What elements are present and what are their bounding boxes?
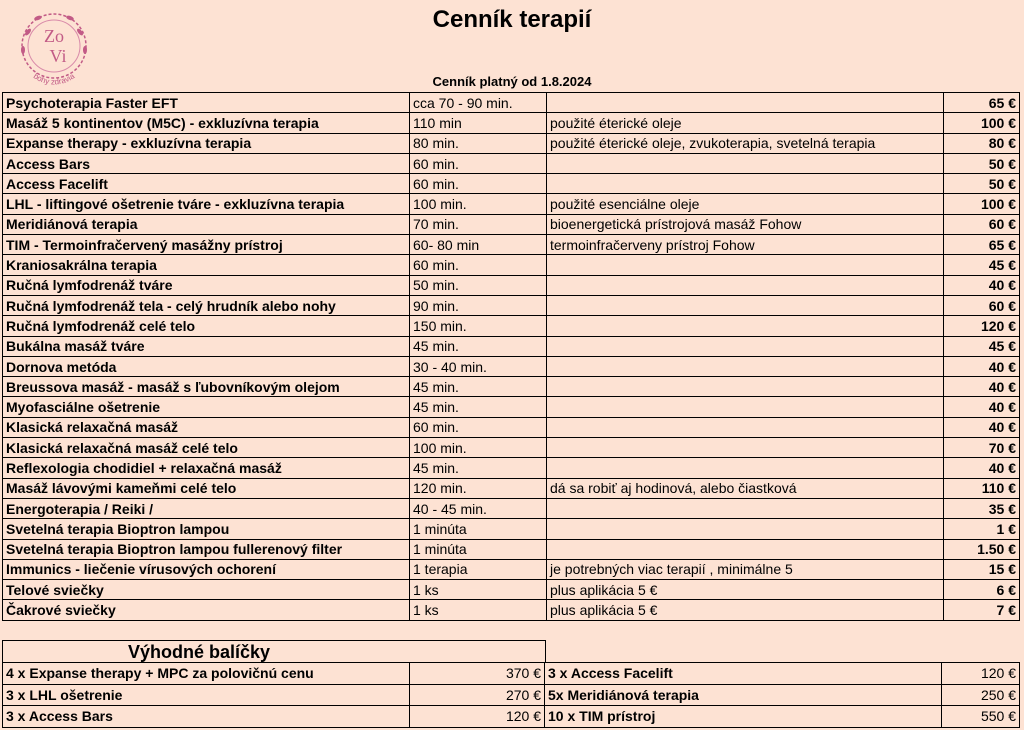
- therapy-price: 100 €: [944, 113, 1020, 133]
- therapy-name: Access Facelift: [3, 174, 410, 194]
- therapy-price: 40 €: [944, 417, 1020, 437]
- therapy-name: Energoterapia / Reiki /: [3, 498, 410, 518]
- table-row: [3, 438, 1020, 458]
- package-name: 3 x LHL ošetrenie: [3, 684, 410, 706]
- therapy-note: [547, 519, 944, 539]
- package-price: 270 €: [410, 684, 545, 706]
- table-row: [3, 295, 1020, 315]
- table-row: [3, 519, 1020, 539]
- therapy-name: Ručná lymfodrenáž celé telo: [3, 316, 410, 336]
- therapy-price-table: [2, 92, 1020, 621]
- therapy-price: 45 €: [944, 336, 1020, 356]
- therapy-note: [547, 174, 944, 194]
- therapy-duration: 60 min.: [410, 153, 547, 173]
- therapy-note: [547, 539, 944, 559]
- table-row: [3, 214, 1020, 234]
- therapy-note: bioenergetická prístrojová masáž Fohow: [547, 214, 944, 234]
- table-row: [3, 498, 1020, 518]
- therapy-name: Expanse therapy - exkluzívna terapia: [3, 133, 410, 153]
- therapy-name: Telové sviečky: [3, 580, 410, 600]
- table-row: [3, 600, 1020, 620]
- table-row: [3, 559, 1020, 579]
- therapy-note: [547, 336, 944, 356]
- therapy-price: 100 €: [944, 194, 1020, 214]
- therapy-price: 45 €: [944, 255, 1020, 275]
- therapy-price: 6 €: [944, 580, 1020, 600]
- therapy-duration: 1 ks: [410, 600, 547, 620]
- therapy-note: plus aplikácia 5 €: [547, 580, 944, 600]
- therapy-name: Klasická relaxačná masáž: [3, 417, 410, 437]
- therapy-duration: 150 min.: [410, 316, 547, 336]
- therapy-name: Masáž 5 kontinentov (M5C) - exkluzívna terapia: [3, 113, 410, 133]
- logo-text-vi: Vi: [49, 46, 67, 66]
- therapy-note: dá sa robiť aj hodinová, alebo čiastková: [547, 478, 944, 498]
- therapy-duration: 50 min.: [410, 275, 547, 295]
- therapy-name: Psychoterapia Faster EFT: [3, 93, 410, 113]
- therapy-price: 80 €: [944, 133, 1020, 153]
- therapy-name: Myofasciálne ošetrenie: [3, 397, 410, 417]
- therapy-name: Svetelná terapia Bioptron lampou: [3, 519, 410, 539]
- therapy-price: 1 €: [944, 519, 1020, 539]
- package-row: [3, 706, 1020, 728]
- table-row: [3, 417, 1020, 437]
- therapy-duration: 45 min.: [410, 397, 547, 417]
- therapy-note: použité esenciálne oleje: [547, 194, 944, 214]
- therapy-price: 120 €: [944, 316, 1020, 336]
- therapy-name: Immunics - liečenie vírusových ochorení: [3, 559, 410, 579]
- package-price: 120 €: [942, 663, 1020, 685]
- table-row: [3, 174, 1020, 194]
- therapy-price: 7 €: [944, 600, 1020, 620]
- therapy-price: 50 €: [944, 174, 1020, 194]
- package-row: [3, 663, 1020, 685]
- therapy-price: 40 €: [944, 397, 1020, 417]
- therapy-name: TIM - Termoinfračervený masážny prístroj: [3, 235, 410, 255]
- therapy-duration: 45 min.: [410, 458, 547, 478]
- table-row: [3, 377, 1020, 397]
- table-row: [3, 133, 1020, 153]
- therapy-duration: 120 min.: [410, 478, 547, 498]
- therapy-note: [547, 377, 944, 397]
- package-name: 3 x Access Bars: [3, 706, 410, 728]
- therapy-name: Bukálna masáž tváre: [3, 336, 410, 356]
- therapy-note: [547, 295, 944, 315]
- therapy-note: [547, 458, 944, 478]
- therapy-name: LHL - liftingové ošetrenie tváre - exkluzívna terapia: [3, 194, 410, 214]
- table-row: [3, 458, 1020, 478]
- table-row: [3, 275, 1020, 295]
- therapy-name: Ručná lymfodrenáž tváre: [3, 275, 410, 295]
- therapy-note: [547, 255, 944, 275]
- table-row: [3, 316, 1020, 336]
- therapy-price: 15 €: [944, 559, 1020, 579]
- therapy-note: [547, 356, 944, 376]
- therapy-name: Masáž lávovými kameňmi celé telo: [3, 478, 410, 498]
- therapy-price: 40 €: [944, 458, 1020, 478]
- therapy-name: Reflexologia chodidiel + relaxačná masáž: [3, 458, 410, 478]
- package-name: 4 x Expanse therapy + MPC za polovičnú cenu: [3, 663, 410, 685]
- table-row: [3, 356, 1020, 376]
- therapy-duration: 30 - 40 min.: [410, 356, 547, 376]
- therapy-duration: cca 70 - 90 min.: [410, 93, 547, 113]
- therapy-name: Meridiánová terapia: [3, 214, 410, 234]
- therapy-duration: 110 min: [410, 113, 547, 133]
- therapy-note: použité éterické oleje: [547, 113, 944, 133]
- package-name: 5x Meridiánová terapia: [545, 684, 942, 706]
- package-price: 550 €: [942, 706, 1020, 728]
- therapy-duration: 80 min.: [410, 133, 547, 153]
- table-row: [3, 580, 1020, 600]
- therapy-duration: 45 min.: [410, 377, 547, 397]
- therapy-name: Čakrové sviečky: [3, 600, 410, 620]
- therapy-name: Kraniosakrálna terapia: [3, 255, 410, 275]
- therapy-note: [547, 93, 944, 113]
- table-row: [3, 397, 1020, 417]
- therapy-note: [547, 316, 944, 336]
- therapy-note: [547, 438, 944, 458]
- package-name: 3 x Access Facelift: [545, 663, 942, 685]
- therapy-price: 65 €: [944, 235, 1020, 255]
- therapy-name: Svetelná terapia Bioptron lampou fullerenový filter: [3, 539, 410, 559]
- table-row: [3, 113, 1020, 133]
- therapy-note: použité éterické oleje, zvukoterapia, svetelná terapia: [547, 133, 944, 153]
- table-row: [3, 153, 1020, 173]
- therapy-note: termoinfračerveny prístroj Fohow: [547, 235, 944, 255]
- packages-table: [2, 662, 1020, 728]
- table-row: [3, 235, 1020, 255]
- therapy-name: Breussova masáž - masáž s ľubovníkovým olejom: [3, 377, 410, 397]
- therapy-duration: 60 min.: [410, 255, 547, 275]
- therapy-note: [547, 153, 944, 173]
- package-row: [3, 684, 1020, 706]
- therapy-price: 60 €: [944, 214, 1020, 234]
- table-row: [3, 539, 1020, 559]
- therapy-duration: 100 min.: [410, 438, 547, 458]
- therapy-note: plus aplikácia 5 €: [547, 600, 944, 620]
- therapy-note: [547, 417, 944, 437]
- therapy-duration: 90 min.: [410, 295, 547, 315]
- logo-text-zo: Zo: [44, 26, 64, 46]
- package-price: 250 €: [942, 684, 1020, 706]
- table-row: [3, 336, 1020, 356]
- therapy-duration: 1 minúta: [410, 519, 547, 539]
- therapy-duration: 100 min.: [410, 194, 547, 214]
- therapy-name: Klasická relaxačná masáž celé telo: [3, 438, 410, 458]
- therapy-price: 40 €: [944, 275, 1020, 295]
- therapy-duration: 60- 80 min: [410, 235, 547, 255]
- therapy-price: 50 €: [944, 153, 1020, 173]
- therapy-duration: 1 terapia: [410, 559, 547, 579]
- therapy-note: [547, 498, 944, 518]
- therapy-name: Dornova metóda: [3, 356, 410, 376]
- table-row: [3, 93, 1020, 113]
- therapy-duration: 60 min.: [410, 417, 547, 437]
- therapy-price: 110 €: [944, 478, 1020, 498]
- therapy-price: 60 €: [944, 295, 1020, 315]
- therapy-price: 40 €: [944, 377, 1020, 397]
- therapy-price: 35 €: [944, 498, 1020, 518]
- price-list-valid-date: Cenník platný od 1.8.2024: [432, 74, 592, 89]
- table-row: [3, 255, 1020, 275]
- therapy-name: Ručná lymfodrenáž tela - celý hrudník alebo nohy: [3, 295, 410, 315]
- package-price: 370 €: [410, 663, 545, 685]
- package-price: 120 €: [410, 706, 545, 728]
- table-row: [3, 478, 1020, 498]
- table-row: [3, 194, 1020, 214]
- therapy-note: [547, 275, 944, 295]
- therapy-duration: 45 min.: [410, 336, 547, 356]
- packages-heading: Výhodné balíčky: [2, 640, 546, 662]
- therapy-duration: 70 min.: [410, 214, 547, 234]
- therapy-name: Access Bars: [3, 153, 410, 173]
- therapy-duration: 1 minúta: [410, 539, 547, 559]
- package-name: 10 x TIM prístroj: [545, 706, 942, 728]
- therapy-note: je potrebných viac terapií , minimálne 5: [547, 559, 944, 579]
- therapy-price: 70 €: [944, 438, 1020, 458]
- therapy-duration: 40 - 45 min.: [410, 498, 547, 518]
- therapy-price: 1.50 €: [944, 539, 1020, 559]
- therapy-note: [547, 397, 944, 417]
- therapy-price: 65 €: [944, 93, 1020, 113]
- logo-ring-text: bohy zdravia: [31, 71, 77, 87]
- therapy-duration: 1 ks: [410, 580, 547, 600]
- page-title: Cenník terapií: [432, 6, 592, 33]
- therapy-duration: 60 min.: [410, 174, 547, 194]
- therapy-price: 40 €: [944, 356, 1020, 376]
